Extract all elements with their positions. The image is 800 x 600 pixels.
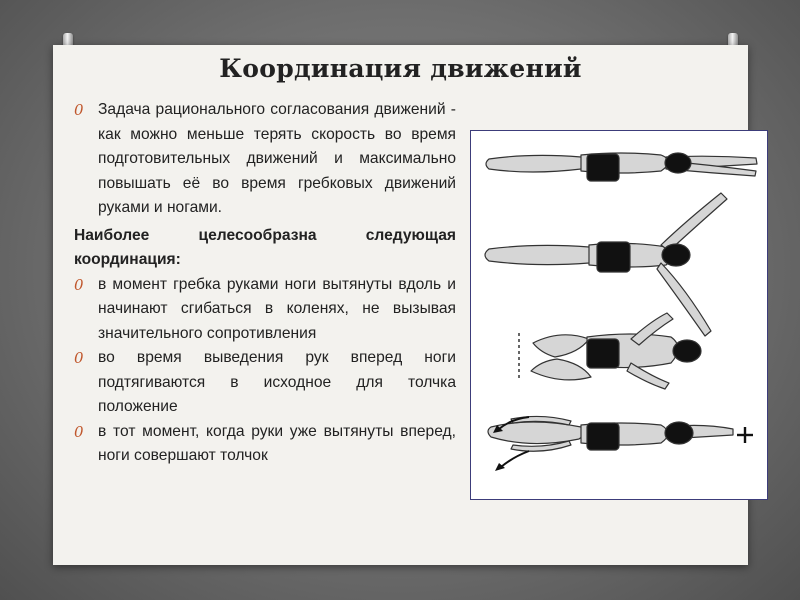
bullet-marker-icon: 0	[74, 275, 84, 294]
swimmer-phases-figure	[470, 130, 768, 500]
bullet-recovery-phase	[72, 346, 456, 420]
bullet-kick-phase	[72, 420, 456, 469]
bullet-task	[72, 98, 456, 221]
slide-title: Координация движений	[219, 54, 582, 83]
bullet-text: в тот момент, когда руки уже вытянуты вперед, ноги совершают толчок	[98, 422, 456, 464]
swimmer-phase-recovery	[519, 313, 701, 389]
bullet-stroke-phase	[72, 273, 456, 347]
swimmer-phase-glide	[486, 153, 757, 181]
bullet-text: в момент гребка руками ноги вытянуты вдоль и начинают сгибаться в коленях, не вызывая значительного сопротивления	[98, 275, 456, 342]
bullet-text: Задача рационального согласования движений - как можно меньше терять скорость во время подготовительных движений и максимально повышать её во время гребковых движений руками и ногами.	[98, 101, 456, 216]
bullet-marker-icon: 0	[74, 349, 84, 367]
coordination-subheading: Наиболее целесообразна следующая координация:	[74, 226, 456, 268]
swimmer-phases-icon	[471, 131, 766, 498]
swimmer-phase-stroke	[485, 193, 727, 336]
bullet-marker-icon: 0	[74, 422, 84, 441]
swimmer-phase-kick	[488, 416, 753, 471]
bullet-text: во время выведения рук вперед ноги подтягиваются в исходное для толчка положение	[98, 349, 456, 415]
bullet-marker-icon: 0	[74, 101, 84, 119]
slide-body	[72, 98, 456, 469]
